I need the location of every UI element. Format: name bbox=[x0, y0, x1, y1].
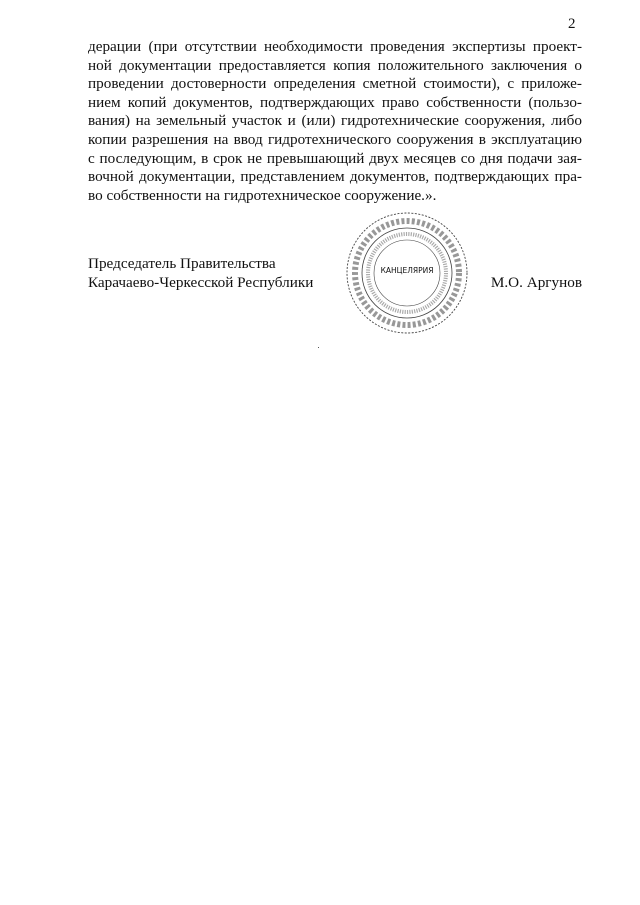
signatory-title-line1: Председатель Правительства bbox=[88, 255, 276, 272]
body-line: ной документации предоставляется копия положительного заключения о bbox=[88, 56, 582, 74]
body-line: с последующим, в срок не превышающий двух месяцев со дня подачи зая- bbox=[88, 149, 582, 167]
body-line: нием копий документов, подтверждающих право собственности (пользо- bbox=[88, 93, 582, 111]
seal-center-text: КАНЦЕЛЯРИЯ bbox=[380, 266, 434, 275]
signatory-title-line2: Карачаево-Черкесской Республики bbox=[88, 273, 314, 291]
speck bbox=[318, 347, 319, 348]
signatory-name: М.О. Аргунов bbox=[490, 273, 582, 291]
body-line: во собственности на гидротехническое сооружение.». bbox=[88, 186, 437, 204]
body-text bbox=[88, 38, 582, 205]
signatory-title bbox=[88, 255, 313, 292]
body-line: вочной документации, представлением документов, подтверждающих пра- bbox=[88, 168, 582, 186]
body-line: проведении достоверности определения сметной стоимости), с приложе- bbox=[88, 75, 582, 93]
page-number: 2 bbox=[568, 16, 576, 32]
body-line: копии разрешения на ввод гидротехнического сооружения в эксплуатацию bbox=[88, 130, 582, 148]
body-line: дерации (при отсутствии необходимости проведения экспертизы проект- bbox=[88, 38, 582, 55]
body-line: вания) на земельный участок и (или) гидротехнические сооружения, либо bbox=[88, 112, 582, 130]
